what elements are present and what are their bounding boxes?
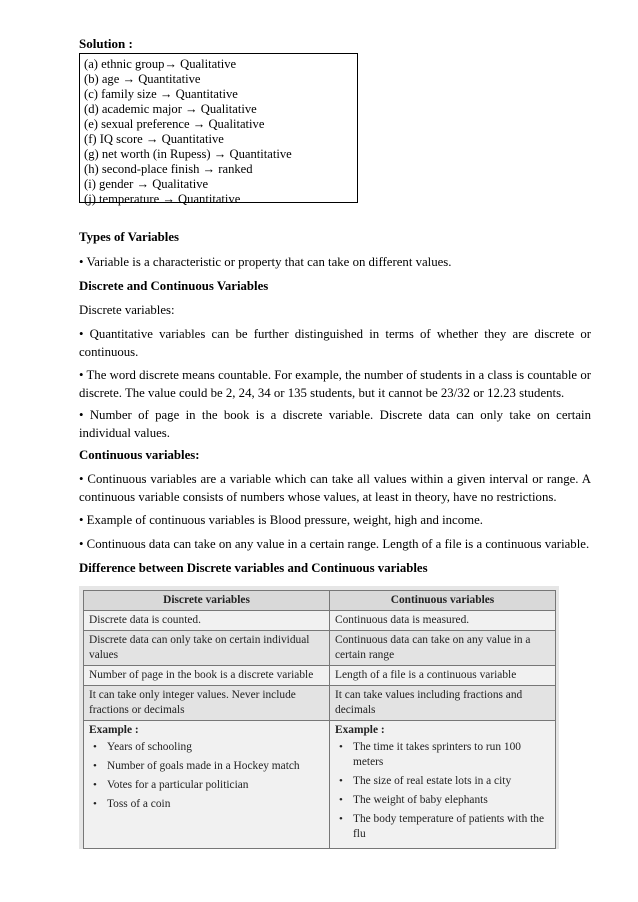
bullet-icon: • [93, 779, 97, 791]
solution-item: (b) age → Quantitative [84, 72, 201, 86]
list-item [335, 740, 550, 770]
continuous-paragraph-1: • Continuous variables are a variable which can take all values within a given interval or range. A continuous variable consists of numbers whose values, at least in theory, have no restrictions. [79, 472, 591, 504]
example-text: Years of schooling [107, 741, 192, 753]
continuous-heading: Continuous variables: [79, 448, 200, 462]
list-item [335, 812, 550, 842]
table-cell: Discrete data is counted. [84, 611, 330, 631]
example-text: The time it takes sprinters to run 100 meters [353, 741, 521, 768]
discrete-paragraph-3: • Number of page in the book is a discrete variable. Discrete data can only take on certain individual values. [79, 408, 591, 440]
solution-item: (d) academic major → Qualitative [84, 102, 257, 116]
continuous-paragraph-3: • Continuous data can take on any value in a certain range. Length of a file is a continuous variable. [79, 537, 590, 551]
solution-item: (g) net worth (in Rupess) → Quantitative [84, 147, 292, 161]
header-continuous: Continuous variables [330, 591, 556, 611]
table-cell: Continuous data can take on any value in a certain range [330, 631, 556, 666]
table-row [84, 686, 556, 721]
list-item [335, 793, 550, 808]
table-row [84, 611, 556, 631]
solution-title: Solution : [79, 36, 133, 51]
example-label: Example : [89, 724, 139, 736]
bullet-icon: • [93, 741, 97, 753]
discrete-paragraph-1: • Quantitative variables can be further distinguished in terms of whether they are discrete or continuous. [79, 327, 591, 359]
table-row [84, 631, 556, 666]
example-text: The body temperature of patients with the flu [353, 813, 545, 840]
table-header-row [84, 591, 556, 611]
example-text: Votes for a particular politician [107, 779, 249, 791]
table-cell: It can take values including fractions and decimals [330, 686, 556, 721]
list-item [335, 774, 550, 789]
solution-item: (i) gender → Qualitative [84, 177, 209, 191]
list-item [89, 759, 324, 774]
comparison-table-image [79, 586, 559, 849]
table-row [84, 666, 556, 686]
header-discrete: Discrete variables [84, 591, 330, 611]
dc-heading: Discrete and Continuous Variables [79, 279, 269, 293]
list-item [89, 740, 324, 755]
discrete-examples-cell [84, 721, 330, 849]
bullet-icon: • [339, 741, 343, 753]
solution-box [79, 53, 358, 206]
table-cell: Length of a file is a continuous variable [330, 666, 556, 686]
solution-item: (e) sexual preference → Qualitative [84, 117, 265, 131]
example-label: Example : [335, 724, 385, 736]
example-text: The size of real estate lots in a city [353, 775, 512, 787]
solution-item: (h) second-place finish → ranked [84, 162, 253, 176]
bullet-icon: • [93, 760, 97, 772]
comparison-table [83, 590, 556, 849]
table-cell: It can take only integer values. Never include fractions or decimals [84, 686, 330, 721]
discrete-paragraph-2: • The word discrete means countable. For example, the number of students in a class is countable or discrete. The value could be 2, 24, 34 or 135 students, but it cannot be 23/32 or 12.23 students. [79, 368, 591, 400]
bullet-icon: • [339, 775, 343, 787]
solution-item: (j) temperature → Quantitative [84, 192, 241, 206]
bullet-icon: • [339, 794, 343, 806]
example-text: The weight of baby elephants [353, 794, 488, 806]
continuous-examples-cell [330, 721, 556, 849]
bullet-icon: • [93, 798, 97, 810]
example-text: Number of goals made in a Hockey match [107, 760, 300, 772]
table-cell: Discrete data can only take on certain individual values [84, 631, 330, 666]
types-heading: Types of Variables [79, 230, 180, 244]
list-item [89, 778, 324, 793]
discrete-label: Discrete variables: [79, 303, 175, 317]
table-cell: Number of page in the book is a discrete variable [84, 666, 330, 686]
bullet-icon: • [339, 813, 343, 825]
discrete-examples-list [89, 740, 324, 812]
continuous-paragraph-2: • Example of continuous variables is Blood pressure, weight, high and income. [79, 513, 483, 527]
table-cell: Continuous data is measured. [330, 611, 556, 631]
example-text: Toss of a coin [107, 798, 171, 810]
list-item [89, 797, 324, 812]
solution-item: (a) ethnic group→ Qualitative [84, 57, 237, 71]
types-text: • Variable is a characteristic or property that can take on different values. [79, 255, 452, 269]
solution-item: (f) IQ score → Quantitative [84, 132, 224, 146]
continuous-examples-list [335, 740, 550, 842]
solution-item: (c) family size → Quantitative [84, 87, 238, 101]
difference-heading: Difference between Discrete variables and Continuous variables [79, 561, 428, 575]
table-row-examples [84, 721, 556, 849]
